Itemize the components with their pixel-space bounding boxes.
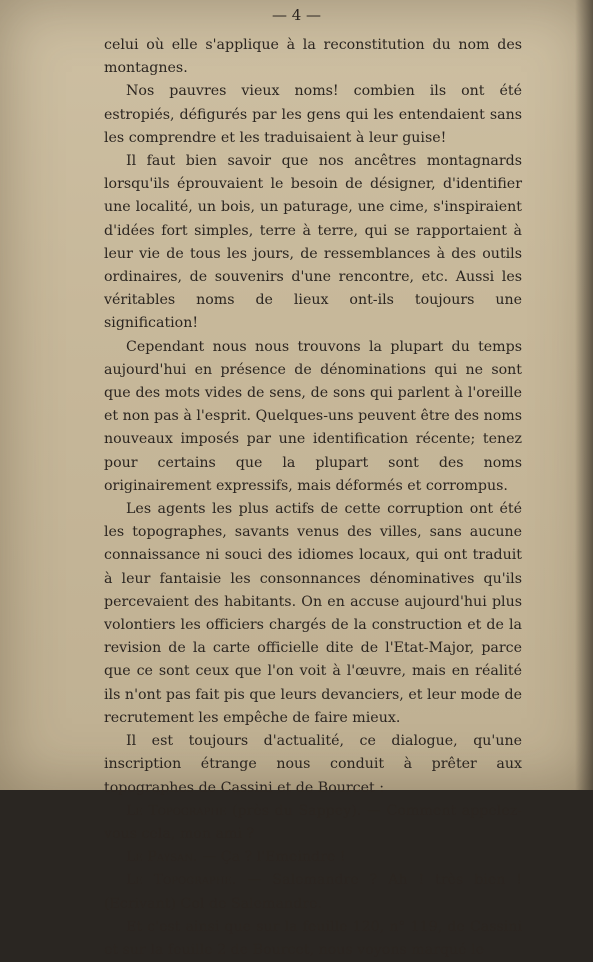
dialogue-text: . — Salemandre ? Ah ! très bien ! (Ecrivant) Col de Salemandre. (104, 872, 522, 912)
dialogue-text: (près du Sappey). — Comment appelez-vous cela, mon ami ? (104, 802, 522, 842)
dialogue-line-2 (104, 846, 522, 869)
paragraph-1: celui où elle s'applique à la reconstitution du nom des montagnes. (104, 37, 522, 77)
page-body (104, 34, 522, 962)
dialogue-line-3 (104, 869, 522, 915)
speaker-name: Le Topographe (126, 802, 227, 819)
paragraph-final: Et c'est ainsi que sur la feuille 120, n° 119, de Cassini et sur la feuille 2 de Bourcet, nous voyons marqué le (104, 918, 522, 958)
speaker-name: Le Topographe (126, 872, 232, 889)
page-edge-shadow (575, 0, 593, 790)
dialogue-text: . — Ça ? l'Emeindre ! (193, 849, 346, 866)
paragraph-6: Il est toujours d'actualité, ce dialogue, qu'une inscription étrange nous conduit à prêter aux topographes de Cassini et de Bourcet : (104, 733, 522, 796)
dialogue-line-1 (104, 800, 522, 846)
paragraph-2: Nos pauvres vieux noms! combien ils ont été estropiés, défigurés par les gens qui les entendaient sans les comprendre et les traduisaient à leur guise! (104, 83, 522, 146)
speaker-name: Le Paysan (126, 849, 194, 866)
paragraph-4: Cependant nous nous trouvons la plupart du temps aujourd'hui en présence de dénominations qui ne sont que des mots vides de sens, de sons qui parlent à l'oreille et non pas à l'esprit. Quelques-uns peuvent être des noms nouveaux imposés par une identification récente; tenez pour certains que la plupart sont des noms originairement expressifs, mais déformés et corrompus. (104, 338, 522, 494)
paragraph-3: Il faut bien savoir que nos ancêtres montagnards lorsqu'ils éprouvaient le besoin de désigner, d'identifier une localité, un bois, un paturage, une cime, s'inspiraient d'idées fort simples, terre à terre, qui se rapportaient à leur vie de tous les jours, de ressemblances à des outils ordinaires, de souvenirs d'une rencontre, etc. Aussi les véritables noms de lieux ont-ils toujours une signification! (104, 153, 522, 332)
page-number: — 4 — (271, 6, 322, 24)
paragraph-5: Les agents les plus actifs de cette corruption ont été les topographes, savants venus des villes, sans aucune connaissance ni souci des idiomes locaux, qui ont traduit à leur fantaisie les consonnances dénominatives qu'ils percevaient des habitants. On en accuse aujourd'hui plus volontiers les officiers chargés de la construction et de la revision de la carte officielle dite de l'Etat-Major, parce que ce sont ceux que l'on voit à l'œuvre, mais en réalité ils n'ont pas fait pis que leurs devanciers, et leur mode de recrutement les empêche de faire mieux. (104, 501, 522, 726)
